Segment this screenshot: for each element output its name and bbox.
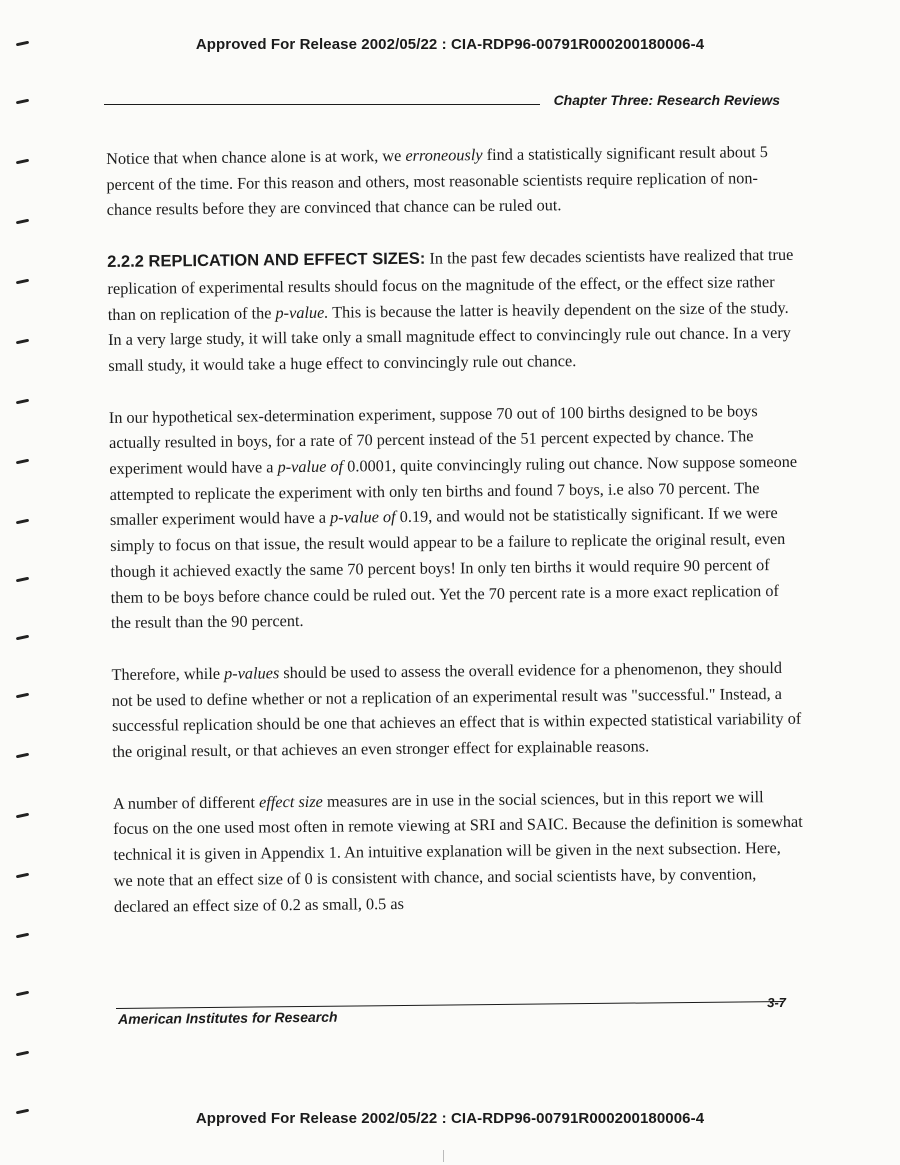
text-run: A number of different: [112, 792, 260, 813]
scan-edge-mark: [16, 399, 29, 405]
header-rule: [104, 104, 540, 105]
emphasis-p-values: p-values: [223, 663, 280, 683]
scan-edge-mark: [16, 219, 29, 225]
text-run: In the past few decades scientists have realized that true replication of experimental results should focus on the magnitude of the effect, or the effect size rather than on replication of the: [107, 244, 794, 324]
footer-organization: American Institutes for Research: [118, 1008, 338, 1027]
scan-edge-mark: [16, 991, 29, 997]
text-run: measures are in use in the social sciences, but in this report we will focus on the one used most often in remote viewing at SRI and SAIC. Because the definition is somewhat technical it is given in Appendix 1. An intuitive explanation will be given in the next subsection. Here, we note that an effect size of 0 is consistent with chance, and social scientists have, by convention, declared an effect size of 0.2 as small, 0.5 as: [113, 786, 803, 916]
chapter-title: Chapter Three: Research Reviews: [553, 92, 780, 108]
body-text: [106, 139, 804, 945]
text-run: should be used to assess the overall evidence for a phenomenon, they should not be used to define whether or not a replication of an experimental result was "successful." Instead, a successful replication should be one that achieves an effect that is within expected statistical variability of the original result, or that achieves an even stronger effect for explainable reasons.: [111, 657, 802, 762]
paragraph-replication: [107, 242, 798, 379]
section-heading: 2.2.2 REPLICATION AND EFFECT SIZES:: [107, 249, 426, 272]
text-run: In our hypothetical sex-determination experiment, suppose 70 out of 100 births designed to be boys actually resulted in boys, for a rate of 70 percent instead of the 51 percent expected by chance. The experiment would have a: [108, 400, 758, 479]
scan-edge-mark: [16, 279, 29, 285]
scan-edge-mark: [16, 99, 29, 105]
text-run: Notice that when chance alone is at work, we: [106, 145, 406, 168]
text-run: find a statistically significant result about 5 percent of the time. For this reason and others, most reasonable scientists require replication of non-chance results before they are convinced that chance can be ruled out.: [106, 142, 768, 220]
release-footer: Approved For Release 2002/05/22 : CIA-RDP96-00791R000200180006-4: [195, 1110, 705, 1127]
emphasis-effect-size: effect size: [258, 791, 323, 812]
scan-edge-mark: [16, 753, 29, 759]
scan-edge-mark: [16, 693, 29, 699]
scan-edge-mark: [16, 635, 29, 641]
scan-edge-mark: [16, 159, 29, 165]
paragraph-hypothetical: [109, 397, 801, 636]
page-number: 3-7: [767, 994, 787, 1011]
scan-edge-mark: [16, 933, 29, 939]
scan-artifact: [443, 1150, 444, 1162]
paragraph-therefore: [111, 655, 802, 765]
chapter-header: [104, 92, 780, 108]
emphasis-p-value: p-value.: [275, 302, 329, 322]
paragraph-chance: [106, 139, 797, 223]
text-run: 0.19, and would not be statistically significant. If we were simply to focus on that issue, the result would appear to be a failure to replicate the original result, even though it achieved exactly the same 70 percent boys! In only ten births it would require 90 percent of them to be boys before chance could be ruled out. Yet the 70 percent rate is a more exact replication of the result than the 90 percent.: [110, 503, 786, 633]
scan-edge-mark: [16, 1051, 29, 1057]
scan-edge-mark: [16, 459, 29, 465]
scan-edge-mark: [16, 339, 29, 345]
emphasis-p-value-of: p-value of: [329, 507, 396, 528]
text-run: Therefore, while: [111, 663, 225, 684]
text-run: 0.0001, quite convincingly ruling out chance. Now suppose someone attempted to replicate the experiment with only ten births and found 7 boys, i.e also 70 percent. The smaller experiment would have a: [109, 451, 798, 530]
page-footer: [116, 994, 787, 1027]
text-run: This is because the latter is heavily dependent on the size of the study. In a very large study, it will take only a small magnitude effect to convincingly rule out chance. In a very small study, it would take a huge effect to convincingly rule out chance.: [107, 297, 791, 375]
emphasis-erroneously: erroneously: [405, 145, 483, 165]
scan-edge-mark: [16, 873, 29, 879]
emphasis-p-value-of: p-value of: [277, 456, 344, 477]
scan-edge-mark: [16, 519, 29, 525]
scan-edge-mark: [16, 813, 29, 819]
release-header: Approved For Release 2002/05/22 : CIA-RDP96-00791R000200180006-4: [195, 36, 705, 53]
paragraph-effect-size: [113, 784, 804, 920]
scan-edge-mark: [16, 577, 29, 583]
